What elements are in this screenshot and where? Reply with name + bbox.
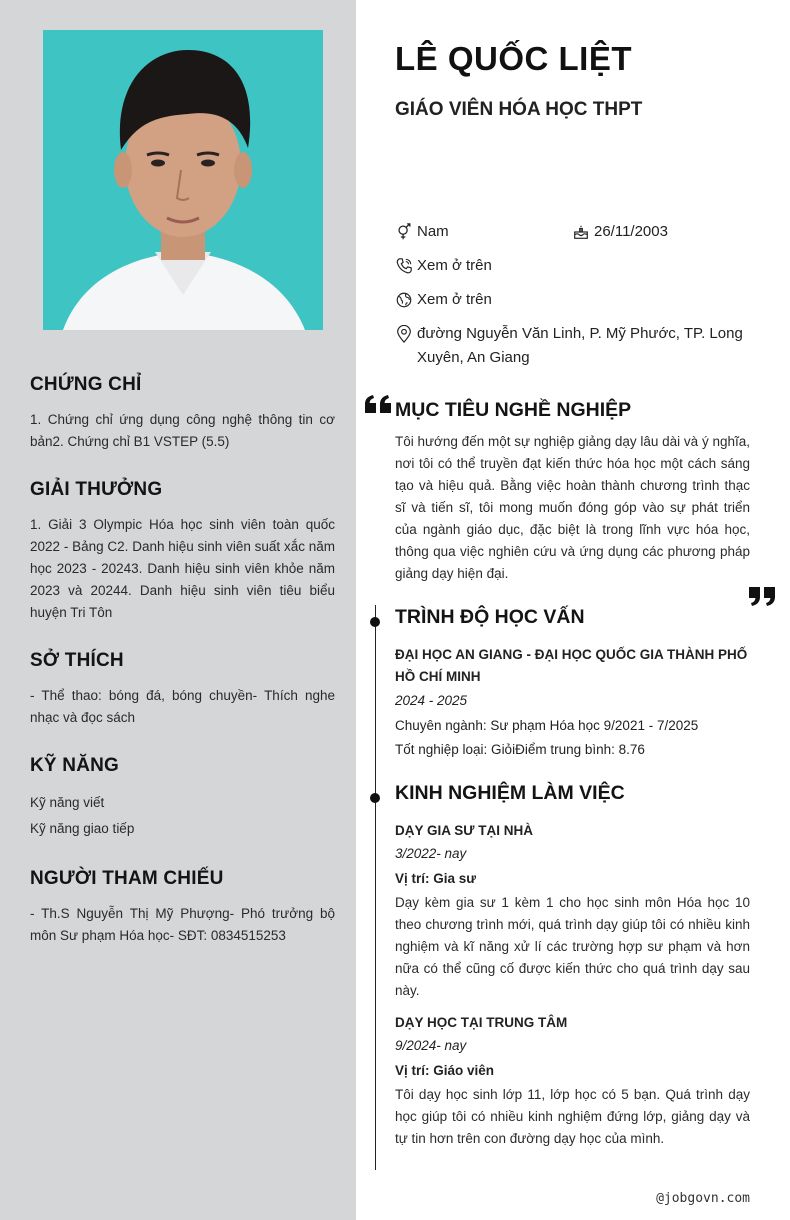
job-description: Dạy kèm gia sư 1 kèm 1 cho học sinh môn Hóa học 10 theo chương trình mới, quá trình dạy giúp tôi có nhiều kinh nghiệm và kĩ năng xử lí các trường hợp sư phạm và hơn nữa có thể cũng cố được kiến thức cho quá trình dạy sau này. — [395, 895, 750, 998]
birthday-info — [572, 220, 752, 244]
school-name: ĐẠI HỌC AN GIANG - ĐẠI HỌC QUỐC GIA THÀNH PHỐ HỒ CHÍ MINH — [395, 647, 748, 684]
job-company: DẠY HỌC TẠI TRUNG TÂM — [395, 1015, 568, 1030]
objective-text: Tôi hướng đến một sự nghiệp giảng dạy lâu dài và ý nghĩa, nơi tôi có thể truyền đạt kiến thức hóa học một cách sáng tạo và hiệu quả. Bằng việc hoàn thành chương trình thạc sĩ và tiến sĩ, tôi mong muốn đóng góp vào sự phát triển của ngành giáo dục, đặc biệt là trong lĩnh vực hóa học, thông qua việc nghiên cứu và ứng dụng các phương pháp giảng dạy hiện đại. — [395, 434, 750, 581]
profile-photo — [43, 30, 323, 330]
timeline-line — [375, 605, 376, 1170]
awards-heading: GIẢI THƯỞNG — [30, 479, 163, 500]
education-period: 2024 - 2025 — [395, 693, 468, 708]
timeline-dot — [370, 793, 380, 803]
references-text: - Th.S Nguyễn Thị Mỹ Phượng- Phó trưởng bộ môn Sư phạm Hóa học- SĐT: 0834515253 — [30, 906, 335, 943]
watermark: @jobgovn.com — [656, 1191, 750, 1206]
candidate-name: LÊ QUỐC LIỆT — [395, 40, 632, 77]
cake-icon — [572, 223, 590, 241]
skill-item: Kỹ năng giao tiếp — [30, 821, 135, 836]
phone-icon — [395, 257, 413, 275]
job-description: Tôi dạy học sinh lớp 11, lớp học có 5 bạn. Quá trình dạy học giúp tôi có nhiều kinh nghiệm đứng lớp, giảng dạy và tự tin hơn trên con đường dạy học của mình. — [395, 1087, 750, 1146]
certificates-heading: CHỨNG CHỈ — [30, 374, 142, 395]
job-position: Vị trí: Giáo viên — [395, 1063, 495, 1078]
address-value: đường Nguyễn Văn Linh, P. Mỹ Phước, TP. Long Xuyên, An Giang — [417, 325, 743, 366]
gender-icon — [395, 223, 413, 241]
timeline-dot — [370, 617, 380, 627]
references-heading: NGƯỜI THAM CHIẾU — [30, 868, 224, 889]
references-section — [30, 864, 335, 947]
awards-text: 1. Giải 3 Olympic Hóa học sinh viên toàn quốc 2022 - Bảng C2. Danh hiệu sinh viên suất xắc năm học 2023 - 20243. Danh hiệu sinh viên khỏe năm 2023 và 20244. Danh hiệu sinh viên tiêu biểu huyện Tri Tôn — [30, 517, 335, 620]
experience-heading: KINH NGHIỆM LÀM VIỆC — [395, 782, 625, 804]
education-heading: TRÌNH ĐỘ HỌC VẤN — [395, 606, 585, 628]
gender-value: Nam — [417, 223, 449, 240]
hobbies-heading: SỞ THÍCH — [30, 650, 124, 671]
job-period: 9/2024- nay — [395, 1038, 467, 1053]
certificates-section — [30, 370, 335, 453]
job-period: 3/2022- nay — [395, 846, 467, 861]
portrait-image — [43, 30, 323, 330]
education-major: Chuyên ngành: Sư phạm Hóa học 9/2021 - 7/2025 — [395, 718, 699, 733]
education-graduation: Tốt nghiệp loại: GiỏiĐiểm trung bình: 8.76 — [395, 742, 645, 757]
skill-item: Kỹ năng viết — [30, 795, 105, 810]
job-company: DẠY GIA SƯ TẠI NHÀ — [395, 823, 533, 838]
awards-section — [30, 475, 335, 624]
sidebar — [0, 0, 356, 1220]
website-value: Xem ở trên — [417, 291, 492, 308]
objective-heading: MỤC TIÊU NGHỀ NGHIỆP — [395, 399, 632, 421]
skills-section — [30, 751, 335, 842]
globe-icon — [395, 291, 413, 309]
gender-info — [395, 220, 565, 244]
phone-info — [395, 254, 750, 278]
quote-close-icon — [748, 586, 778, 612]
location-icon — [395, 325, 413, 343]
job-title: GIÁO VIÊN HÓA HỌC THPT — [395, 99, 643, 120]
quote-open-icon — [364, 394, 394, 420]
skills-heading: KỸ NĂNG — [30, 755, 120, 776]
phone-value: Xem ở trên — [417, 257, 492, 274]
sidebar-content — [30, 370, 335, 969]
birthday-value: 26/11/2003 — [594, 223, 668, 240]
website-info — [395, 288, 750, 312]
hobbies-text: - Thể thao: bóng đá, bóng chuyền- Thích nghe nhạc và đọc sách — [30, 688, 335, 725]
hobbies-section — [30, 646, 335, 729]
certificates-text: 1. Chứng chỉ ứng dụng công nghệ thông tin cơ bản2. Chứng chỉ B1 VSTEP (5.5) — [30, 412, 335, 449]
address-info — [395, 322, 755, 370]
job-position: Vị trí: Gia sư — [395, 871, 477, 886]
